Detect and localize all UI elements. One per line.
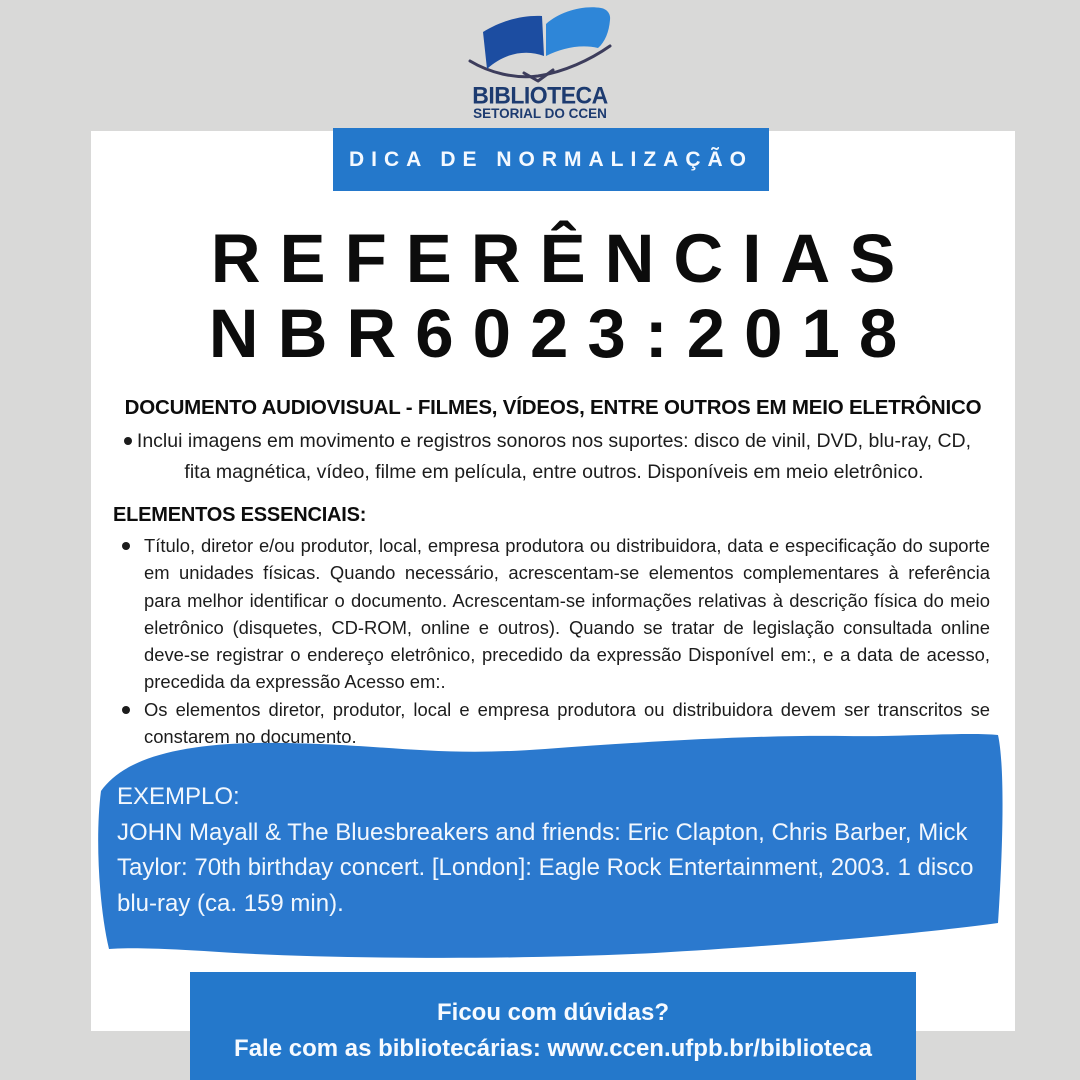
audiovisual-bullet — [128, 426, 980, 488]
list-item-text: Os elementos diretor, produtor, local e empresa produtora ou distribuidora devem ser transcritos se constarem no documento. — [144, 698, 990, 748]
tip-banner — [333, 128, 769, 191]
footer-question: Ficou com dúvidas? — [436, 999, 670, 1026]
example-block — [117, 779, 1003, 921]
page-title — [91, 221, 1015, 371]
footer-banner — [190, 972, 916, 1080]
page-title-line2: NBR6023:2018 — [208, 295, 917, 372]
page-title-line1: REFERÊNCIAS — [210, 220, 915, 297]
tip-banner-label: DICA DE NORMALIZAÇÃO — [348, 147, 754, 171]
example-reference-text: JOHN Mayall & The Bluesbreakers and friends: Eric Clapton, Chris Barber, Mick Taylor: 70th birthday concert. [London]: Eagle Rock Entertainment, 2003. 1 disco blu-ray (ca. 159 min). — [117, 818, 974, 917]
audiovisual-bullet-text: Inclui imagens em movimento e registros sonoros nos suportes: disco de vinil, DVD, blu-ray, CD, fita magnética, vídeo, filme em película, entre outros. Disponíveis em meio eletrônico. — [136, 430, 972, 483]
bullet-dot-icon — [122, 706, 130, 714]
bullet-dot-icon — [124, 437, 132, 445]
elementos-list — [122, 532, 990, 750]
footer-contact-url: Fale com as bibliotecárias: www.ccen.ufpb.br/biblioteca — [234, 1035, 872, 1062]
list-item — [122, 532, 990, 696]
elementos-heading: ELEMENTOS ESSENCIAIS: — [113, 504, 367, 526]
library-logo-title: BIBLIOTECA — [472, 81, 608, 109]
open-book-icon — [460, 4, 620, 84]
bullet-dot-icon — [122, 542, 130, 550]
list-item-text: Título, diretor e/ou produtor, local, empresa produtora ou distribuidora, data e especificação do suporte em unidades físicas. Quando necessário, acrescentam-se elementos complementares à referência para melhor identificar o documento. Acrescentam-se informações relativas à descrição física do meio eletrônico (disquetes, CD-ROM, online e outros). Quando se tratar de legislação consultada online deve-se registrar o endereço eletrônico, precedido da expressão Disponível em:, e a data de acesso, precedida da expressão Acesso em:. — [144, 535, 990, 693]
audiovisual-heading: DOCUMENTO AUDIOVISUAL - FILMES, VÍDEOS, ENTRE OUTROS EM MEIO ELETRÔNICO — [124, 396, 982, 419]
library-logo-subtitle: SETORIAL DO CCEN — [473, 106, 607, 121]
example-label: EXEMPLO: — [117, 783, 240, 810]
